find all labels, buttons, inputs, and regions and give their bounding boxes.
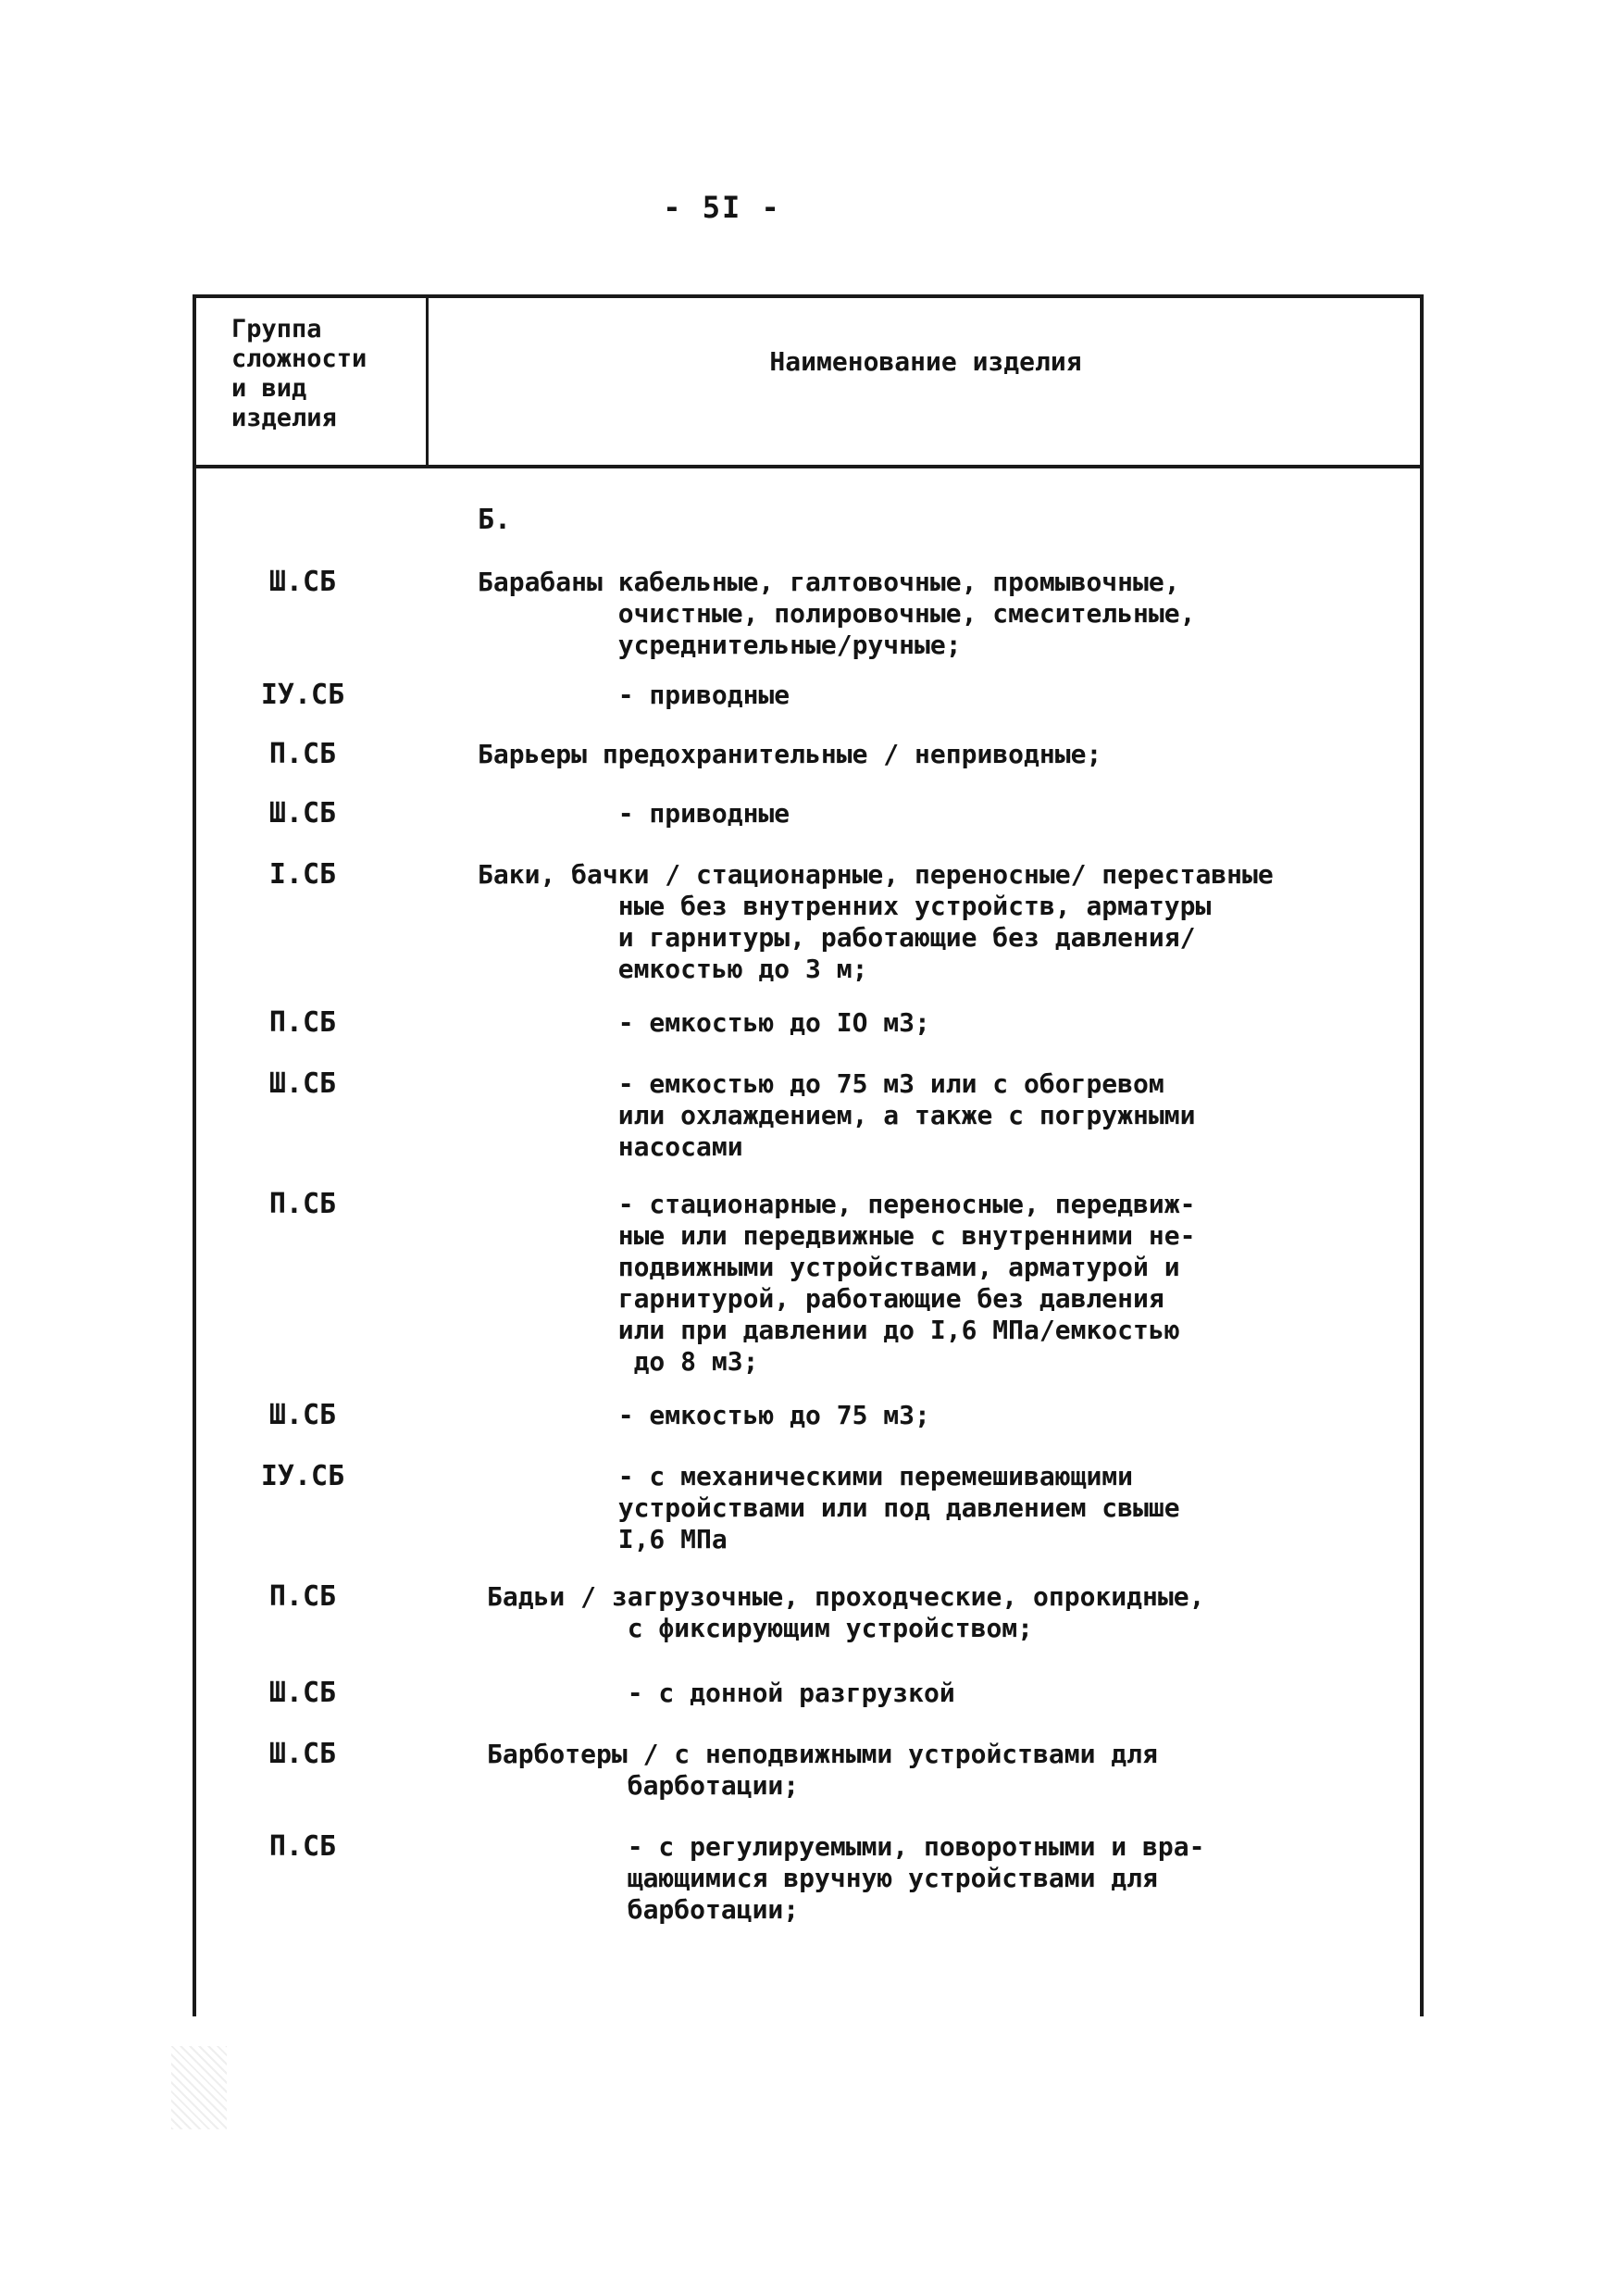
row-code: Ш.СБ [268, 1067, 337, 1100]
row-code: Ш.СБ [268, 1738, 337, 1770]
row-text: - емкостью до IO м3; [478, 1007, 930, 1038]
row-code: IУ.СБ [260, 679, 345, 711]
row-text: - с донной разгрузкой [487, 1678, 955, 1708]
row-text: - с регулируемыми, поворотными и вра- щающимися вручную устройствами для барботации; [627, 1831, 1205, 1925]
column-divider [426, 298, 429, 465]
header-group-line: изделия [231, 404, 337, 432]
row-code: П.СБ [268, 1830, 337, 1863]
row-text: - с механическими перемешивающими устройствами или под давлением свыше I,6 МПа [617, 1461, 1180, 1554]
row-text: Барьеры предохранительные / неприводные; [478, 739, 1102, 769]
header-group-line: и вид [231, 374, 307, 403]
header-group-line: сложности [231, 344, 367, 373]
row-code: IУ.СБ [260, 1460, 345, 1492]
row-code: П.СБ [268, 738, 337, 770]
row-text: - приводные [478, 680, 790, 710]
page-number: - 5I - [663, 190, 781, 225]
row-text: - стационарные, переносные, передвиж- ные или передвижные с внутренними не- подвижными устройствами, арматурой и гарнитурой, работающие без давления или при давлении до I,6 МПа/емкостью до 8 м3; [617, 1189, 1196, 1377]
section-letter: Б. [478, 504, 512, 536]
row-text: - приводные [478, 798, 790, 829]
row-code: Ш.СБ [268, 797, 337, 830]
header-group-column [231, 315, 417, 433]
row-text: - емкостью до 75 м3 или с обогревом или охлаждением, а также с погружными насосами [617, 1068, 1196, 1162]
header-name-column: Наименование изделия [769, 346, 1082, 377]
row-code: Ш.СБ [268, 1677, 337, 1709]
row-code: П.СБ [268, 1580, 337, 1613]
row-code: Ш.СБ [268, 566, 337, 598]
header-rule [196, 465, 1420, 468]
row-text: Барабаны кабельные, галтовочные, промывочные, очистные, полировочные, смесительные, усреднительные/ручные; [478, 567, 1196, 660]
row-code: П.СБ [268, 1188, 337, 1220]
row-text: Бадьи / загрузочные, проходческие, опрокидные, с фиксирующим устройством; [487, 1581, 1205, 1643]
row-code: П.СБ [268, 1006, 337, 1039]
product-table [193, 294, 1424, 2016]
row-text: Баки, бачки / стационарные, переносные/ переставные ные без внутренних устройств, арматуры и гарнитуры, работающие без давления/ емкостью до 3 м; [478, 859, 1274, 984]
row-code: I.СБ [268, 858, 337, 891]
row-text: - емкостью до 75 м3; [478, 1400, 930, 1430]
row-code: Ш.СБ [268, 1399, 337, 1431]
scan-noise [171, 2046, 227, 2129]
row-text: Барботеры / с неподвижными устройствами для барботации; [487, 1739, 1158, 1801]
header-group-line: Группа [231, 315, 322, 343]
